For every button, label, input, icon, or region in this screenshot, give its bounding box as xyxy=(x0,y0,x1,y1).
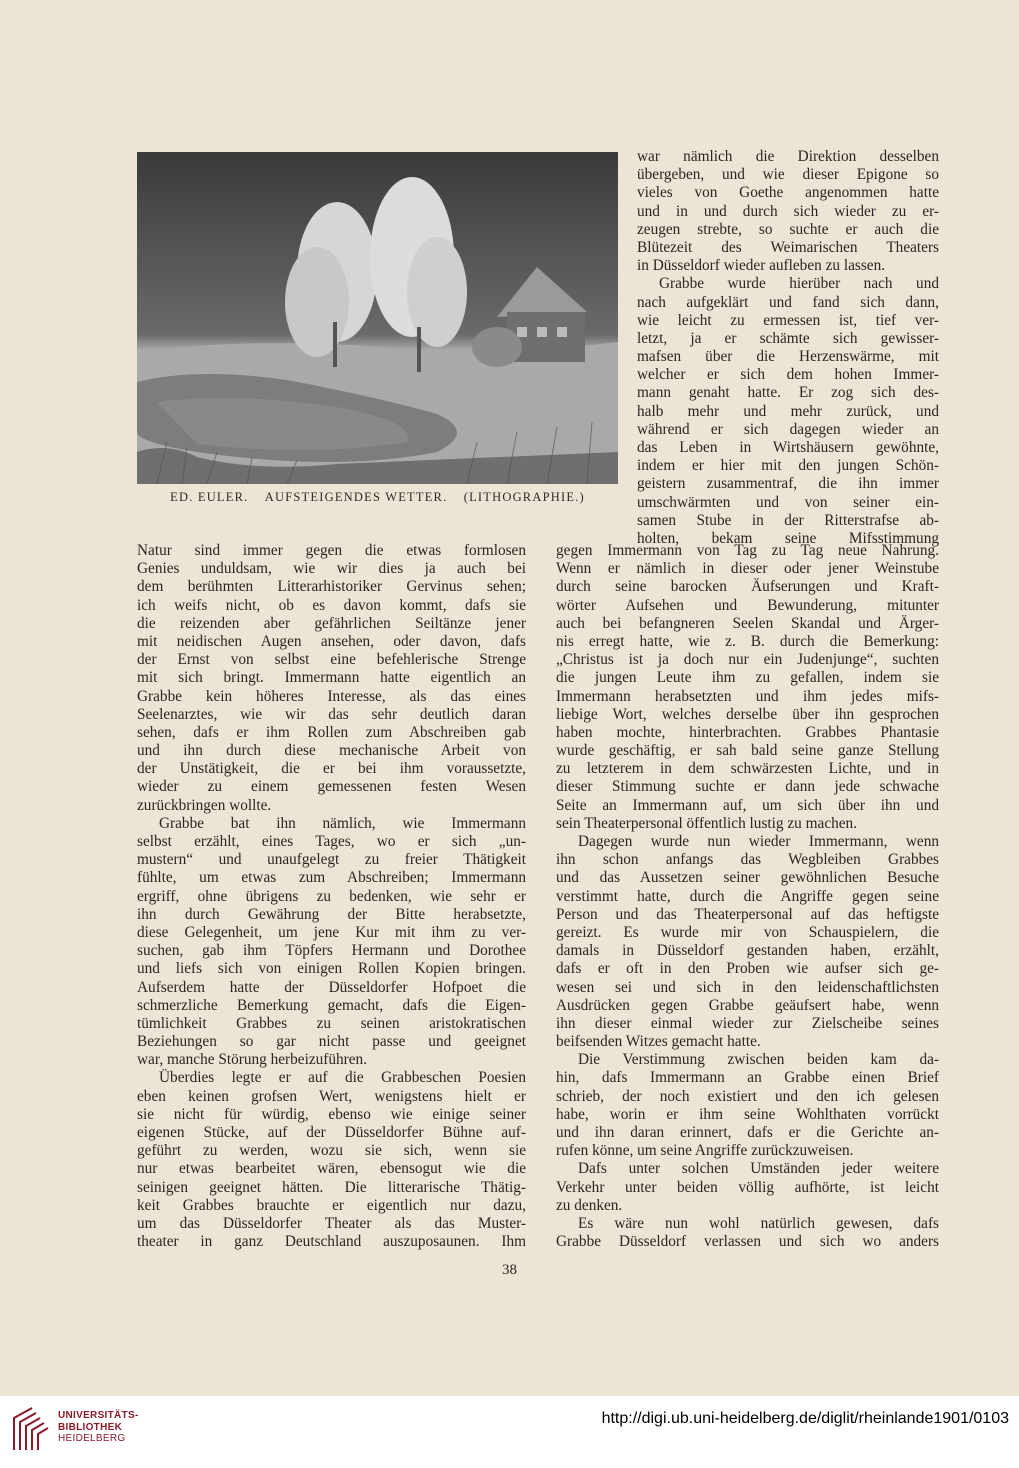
text-line: umschwärmten und von seiner ein- xyxy=(637,493,939,511)
text-line: „Christus ist ja doch nur ein Judenjunge“, suchten xyxy=(556,651,939,669)
text-line: Verkehr unter beiden völlig aufhörte, ist leicht xyxy=(556,1178,939,1196)
text-line: dieser Stimmung suchte er dann jede schwache xyxy=(556,778,939,796)
text-line: zurückbringen wollte. xyxy=(137,796,272,814)
figure-caption xyxy=(137,490,618,505)
text-line: geistern zusammentraf, die ihn immer xyxy=(637,475,939,493)
library-footer xyxy=(0,1396,1019,1468)
text-line: Aufserdem hatte der Düsseldorfer Hofpoet die xyxy=(137,978,526,996)
text-line: Person und das Theaterpersonal auf das heftigste xyxy=(556,905,939,923)
text-line: übergeben, und wie dieser Epigone so xyxy=(637,166,939,184)
text-line: nach aufgeklärt und fand sich dann, xyxy=(637,293,939,311)
library-name xyxy=(58,1410,139,1445)
text-line: suchen, gab ihm Töpfers Hermann und Dorothee xyxy=(137,942,526,960)
text-line: gereizt. Es wurde mir von Schauspielern, die xyxy=(556,923,939,941)
text-line: der Ernst von selbst eine befehlerische Strenge xyxy=(137,651,526,669)
text-line: Beziehungen so gar nicht passe und geeignet xyxy=(137,1033,526,1051)
text-line: ihn schon anfangs das Wegbleiben Grabbes xyxy=(556,851,939,869)
text-line: wörter Aufsehen und Bewunderung, mitunter xyxy=(556,596,939,614)
text-line: und in und durch sich wieder zu er- xyxy=(637,202,939,220)
text-line: Grabbe Düsseldorf verlassen und sich wo anders xyxy=(556,1233,939,1251)
university-library-logo-icon xyxy=(10,1404,54,1454)
text-line: Grabbe wurde hierüber nach und xyxy=(659,275,939,293)
text-line: keit Grabbes brauchte er eigentlich nur dazu, xyxy=(137,1196,526,1214)
text-line: Wenn er nämlich in dieser oder jener Weinstube xyxy=(556,560,939,578)
text-line: welcher er sich dem hohen Immer- xyxy=(637,366,939,384)
text-line: während er sich dagegen wieder an xyxy=(637,420,939,438)
text-line: gegen Immermann von Tag zu Tag neue Nahrung. xyxy=(556,542,939,559)
text-line: Überdies legte er auf die Grabbeschen Poesien xyxy=(159,1069,526,1087)
caption-technique: (LITHOGRAPHIE.) xyxy=(463,490,585,504)
text-line: eben keinen grofsen Wert, wenigstens hielt er xyxy=(137,1087,526,1105)
text-line: nis erregt hatte, wie z. B. durch die Bemerkung: xyxy=(556,632,939,650)
library-name-line1: UNIVERSITÄTS- xyxy=(58,1410,139,1421)
text-line: Grabbe bat ihn nämlich, wie Immermann xyxy=(159,814,526,832)
text-line: letzt, ja er schämte sich gewisser- xyxy=(637,329,939,347)
text-line: und ihn daran erinnert, dafs er die Gerichte an- xyxy=(556,1124,939,1141)
text-line: Seelenarztes, wie wir das sehr deutlich daran xyxy=(137,705,526,723)
landscape-illustration xyxy=(137,152,618,484)
text-line: schrieb, der noch existiert und den ich gelesen xyxy=(556,1087,939,1105)
text-line: halb mehr und mehr zurück, und xyxy=(637,402,939,420)
text-line: in Düsseldorf wieder aufleben zu lassen. xyxy=(637,257,886,275)
text-line: wieder zu einem gemessenen festen Wesen xyxy=(137,778,526,796)
text-line: mustern“ und unaufgelegt zu freier Thätigkeit xyxy=(137,851,526,869)
text-line: sie nicht für würdig, ebenso wie einige seiner xyxy=(137,1105,526,1123)
text-line: mann genaht hatte. Er zog sich des- xyxy=(637,384,939,402)
text-line: liebige Wort, welches derselbe über ihn gesprochen xyxy=(556,705,939,723)
text-line: tümlichkeit Grabbes zu seinen aristokratischen xyxy=(137,1014,526,1032)
library-name-line2: BIBLIOTHEK xyxy=(58,1421,123,1433)
text-line: zu letzterem in dem schwärzesten Lichte, und in xyxy=(556,760,939,778)
text-line: holten, bekam seine Mifsstimmung xyxy=(637,529,939,547)
text-line: dem berühmten Litterarhistoriker Gervinus sehen; xyxy=(137,578,526,596)
text-line: ergriff, ohne übrigens zu bedenken, wie sehr er xyxy=(137,887,526,905)
text-column-left xyxy=(137,542,526,1251)
text-line: ihn durch Gewährung der Bitte herabsetzte, xyxy=(137,905,526,923)
caption-artist: ED. EULER. xyxy=(170,490,249,504)
text-line: fühlte, um etwas zum Abschreiben; Immermann xyxy=(137,869,526,887)
text-line: war nämlich die Direktion desselben xyxy=(637,148,939,165)
text-line: durch seine barocken Äufserungen und Kraft- xyxy=(556,578,939,596)
text-line: der Unstätigkeit, die er bei ihm voraussetzte, xyxy=(137,760,526,778)
text-line: und das Aussetzen seiner gewöhnlichen Besuche xyxy=(556,869,939,887)
text-line: schmerzliche Bemerkung gemacht, dafs die Eigen- xyxy=(137,996,526,1014)
text-line: diese Gelegenheit, um jene Kur mit ihm zu ver- xyxy=(137,923,526,941)
text-line: rufen könne, um seine Angriffe zurückzuweisen. xyxy=(556,1142,854,1160)
lithograph-figure xyxy=(137,152,618,484)
text-line: Es wäre nun wohl natürlich gewesen, dafs xyxy=(578,1214,939,1232)
text-line: zu denken. xyxy=(556,1196,623,1214)
text-line: um das Düsseldorfer Theater als das Muster- xyxy=(137,1214,526,1232)
text-line: und ihn durch diese mechanische Arbeit von xyxy=(137,742,526,760)
text-line: Dafs unter solchen Umständen jeder weitere xyxy=(578,1160,939,1178)
text-line: auch bei befangneren Seelen Skandal und Ärger- xyxy=(556,614,939,632)
text-line: Grabbe kein höheres Interesse, als das eines xyxy=(137,687,526,705)
text-line: hin, dafs Immermann an Grabbe einen Brief xyxy=(556,1069,939,1087)
library-name-line3: HEIDELBERG xyxy=(58,1433,126,1444)
text-line: Die Verstimmung zwischen beiden kam da- xyxy=(578,1051,939,1069)
text-line: ihn dieser einmal wieder zur Zielscheibe seines xyxy=(556,1014,939,1032)
text-column-right xyxy=(556,542,939,1251)
text-line: wie leicht zu ermessen ist, tief ver- xyxy=(637,311,939,329)
text-line: Ausdrücken gegen Grabbe geäufsert habe, wenn xyxy=(556,996,939,1014)
text-line: ich weifs nicht, ob es davon kommt, dafs sie xyxy=(137,596,526,614)
text-line: Natur sind immer gegen die etwas formlosen xyxy=(137,542,526,559)
text-line: damals in Düsseldorf gestanden haben, erzählt, xyxy=(556,942,939,960)
text-line: indem er hier mit den jungen Schön- xyxy=(637,457,939,475)
text-line: seinigen geeignet hätten. Die litterarische Thätig- xyxy=(137,1178,526,1196)
text-line: dafs er oft in den Proben wie aufser sich ge- xyxy=(556,960,939,978)
text-column-right-top xyxy=(637,148,939,548)
text-line: nur etwas bearbeitet wären, ebensogut wie die xyxy=(137,1160,526,1178)
text-line: die jungen Leute ihm zu gefallen, indem sie xyxy=(556,669,939,687)
text-line: Seite an Immermann auf, um sich über ihn und xyxy=(556,796,939,814)
text-line: eigenen Stücke, auf der Düsseldorfer Bühne auf- xyxy=(137,1124,526,1141)
text-line: vieles von Goethe angenommen hatte xyxy=(637,184,939,202)
text-line: beifsenden Witzes gemacht hatte. xyxy=(556,1033,761,1051)
text-line: mafsen über die Herzenswärme, mit xyxy=(637,348,939,366)
text-line: samen Stube in der Ritterstrafse ab- xyxy=(637,511,939,529)
text-line: sehen, dafs er ihm Rollen zum Abschreiben gab xyxy=(137,723,526,741)
text-line: die reizenden aber gefährlichen Seiltänze jener xyxy=(137,614,526,632)
text-line: selbst erzählt, eines Tages, wo er sich „un- xyxy=(137,833,526,850)
text-line: Genies unduldsam, wie wir dies ja auch bei xyxy=(137,560,526,578)
text-line: das Leben in Wirtshäusern gewöhnte, xyxy=(637,439,939,456)
text-line: wurde geschäftig, er sah bald seine ganze Stellung xyxy=(556,742,939,760)
text-line: und liefs sich von einigen Rollen Kopien bringen. xyxy=(137,960,526,978)
text-line: mit sich bringt. Immermann hatte eigentlich an xyxy=(137,669,526,687)
text-line: theater in ganz Deutschland auszuposaunen. Ihm xyxy=(137,1233,526,1251)
source-url[interactable]: http://digi.ub.uni-heidelberg.de/diglit/rheinlande1901/0103 xyxy=(601,1410,1009,1427)
text-line: haben mochte, hinterbrachten. Grabbes Phantasie xyxy=(556,723,939,741)
text-line: geführt zu werden, wozu sie sich, wenn sie xyxy=(137,1142,526,1160)
text-line: sein Theaterpersonal öffentlich lustig zu machen. xyxy=(556,814,858,832)
text-line: habe, worin er ihm seine Wohlthaten vorrückt xyxy=(556,1105,939,1123)
text-line: zeugen strebte, so suchte er auch die xyxy=(637,220,939,238)
text-line: verstimmt hatte, durch die Angriffe gegen seine xyxy=(556,887,939,905)
text-line: wesen sei und sich in den leidenschaftlichsten xyxy=(556,978,939,996)
text-line: Blütezeit des Weimarischen Theaters xyxy=(637,238,939,256)
text-line: Immermann herabsetzten und ihm jedes mifs- xyxy=(556,687,939,705)
text-line: war, manche Störung herbeizuführen. xyxy=(137,1051,368,1069)
page-number: 38 xyxy=(502,1262,517,1278)
text-line: mit neidischen Augen ansehen, oder davon, dafs xyxy=(137,632,526,650)
caption-title: AUFSTEIGENDES WETTER. xyxy=(264,490,448,504)
text-line: Dagegen wurde nun wieder Immermann, wenn xyxy=(578,833,939,850)
